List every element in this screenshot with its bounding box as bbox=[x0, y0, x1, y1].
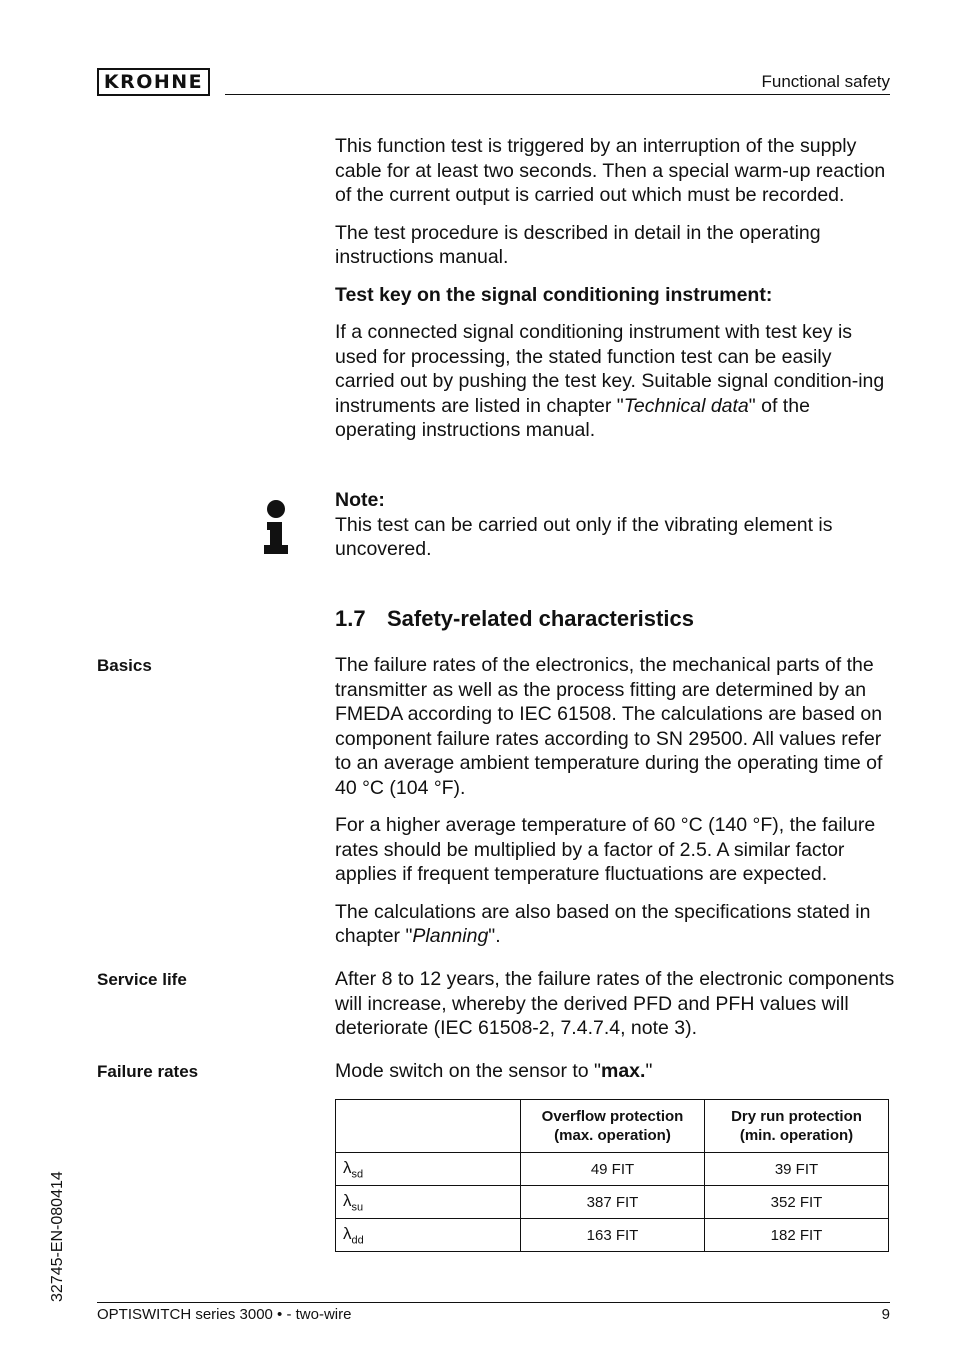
table-header-empty bbox=[336, 1100, 521, 1153]
footer-rule bbox=[97, 1302, 890, 1303]
logo-text: KROHNE bbox=[103, 71, 204, 93]
header-title: Functional safety bbox=[761, 72, 890, 91]
table-header-dryrun: Dry run protection (min. operation) bbox=[705, 1100, 889, 1153]
table-header-row bbox=[336, 1100, 889, 1153]
table-header-overflow: Overflow protection (max. operation) bbox=[521, 1100, 705, 1153]
note-block bbox=[335, 488, 895, 562]
overflow-value: 49 FIT bbox=[521, 1153, 705, 1186]
basics-paragraph-1: The failure rates of the electronics, the mechanical parts of the transmitter as well as the process fitting are determined by an FMEDA according to IEC 61508. The calculations are based on component failure rates according to SN 29500. All values refer to an average ambient temperature during the operating time of 40 °C (104 °F). bbox=[335, 654, 883, 799]
failure-rates-table bbox=[335, 1099, 889, 1252]
document-number: 32745-EN-080414 bbox=[49, 1171, 66, 1302]
note-text: This test can be carried out only if the vibrating element is uncovered. bbox=[335, 513, 833, 560]
table-row bbox=[336, 1219, 889, 1252]
basics-label: Basics bbox=[97, 656, 152, 675]
service-life-label: Service life bbox=[97, 970, 187, 989]
section-heading bbox=[335, 606, 694, 632]
dryrun-value: 352 FIT bbox=[705, 1186, 889, 1219]
failure-rates-label: Failure rates bbox=[97, 1062, 199, 1081]
row-symbol: $\lambda_{su}$ bbox=[336, 1186, 521, 1219]
failure-rates-intro: Mode switch on the sensor to "max." bbox=[335, 1060, 653, 1082]
section-title: Safety-related characteristics bbox=[387, 606, 694, 631]
dryrun-value: 182 FIT bbox=[705, 1219, 889, 1252]
table-row bbox=[336, 1186, 889, 1219]
table-row bbox=[336, 1153, 889, 1186]
intro-paragraph-1: This function test is triggered by an interruption of the supply cable for at least two seconds. Then a special warm-up reaction of the current output is carried out which must be recorded. bbox=[335, 135, 886, 206]
intro-paragraph-2: The test procedure is described in detail in the operating instructions manual. bbox=[335, 221, 821, 268]
test-key-heading: Test key on the signal conditioning instrument: bbox=[335, 283, 773, 306]
row-symbol: $\lambda_{dd}$ bbox=[336, 1219, 521, 1252]
technical-data-ref: Technical data bbox=[623, 394, 749, 417]
overflow-value: 387 FIT bbox=[521, 1186, 705, 1219]
overflow-value: 163 FIT bbox=[521, 1219, 705, 1252]
header-rule bbox=[225, 94, 890, 95]
info-icon bbox=[261, 499, 291, 555]
planning-ref: Planning bbox=[412, 925, 489, 947]
service-life-text: After 8 to 12 years, the failure rates of the electronic components will increase, whereby the derived PFD and PFH values will deteriorate (IEC 61508-2, 7.4.7.4, note 3). bbox=[335, 968, 895, 1039]
basics-paragraph-2: For a higher average temperature of 60 °C (140 °F), the failure rates should be multiplied by a factor of 2.5. A similar factor applies if frequent temperature fluctuations are expected. bbox=[335, 814, 876, 885]
footer-product: OPTISWITCH series 3000 • - two-wire bbox=[97, 1306, 352, 1323]
basics-paragraph-3: The calculations are also based on the specifications stated in chapter "Planning". bbox=[335, 900, 871, 947]
mode-max: max. bbox=[600, 1060, 646, 1082]
intro-block bbox=[335, 134, 895, 443]
row-symbol: $\lambda_{sd}$ bbox=[336, 1153, 521, 1186]
page-number: 9 bbox=[881, 1306, 890, 1323]
section-number: 1.7 bbox=[335, 606, 366, 631]
note-label: Note: bbox=[335, 489, 385, 511]
intro-paragraph-3: If a connected signal conditioning instrument with test key is used for processing, the stated function test can be easily carried out by pushing the test key. Suitable signal condition-ing instruments are listed in chapter "Technical data" of the operating instructions manual. bbox=[335, 321, 885, 441]
krohne-logo bbox=[97, 68, 210, 96]
basics-block bbox=[335, 653, 895, 949]
dryrun-value: 39 FIT bbox=[705, 1153, 889, 1186]
